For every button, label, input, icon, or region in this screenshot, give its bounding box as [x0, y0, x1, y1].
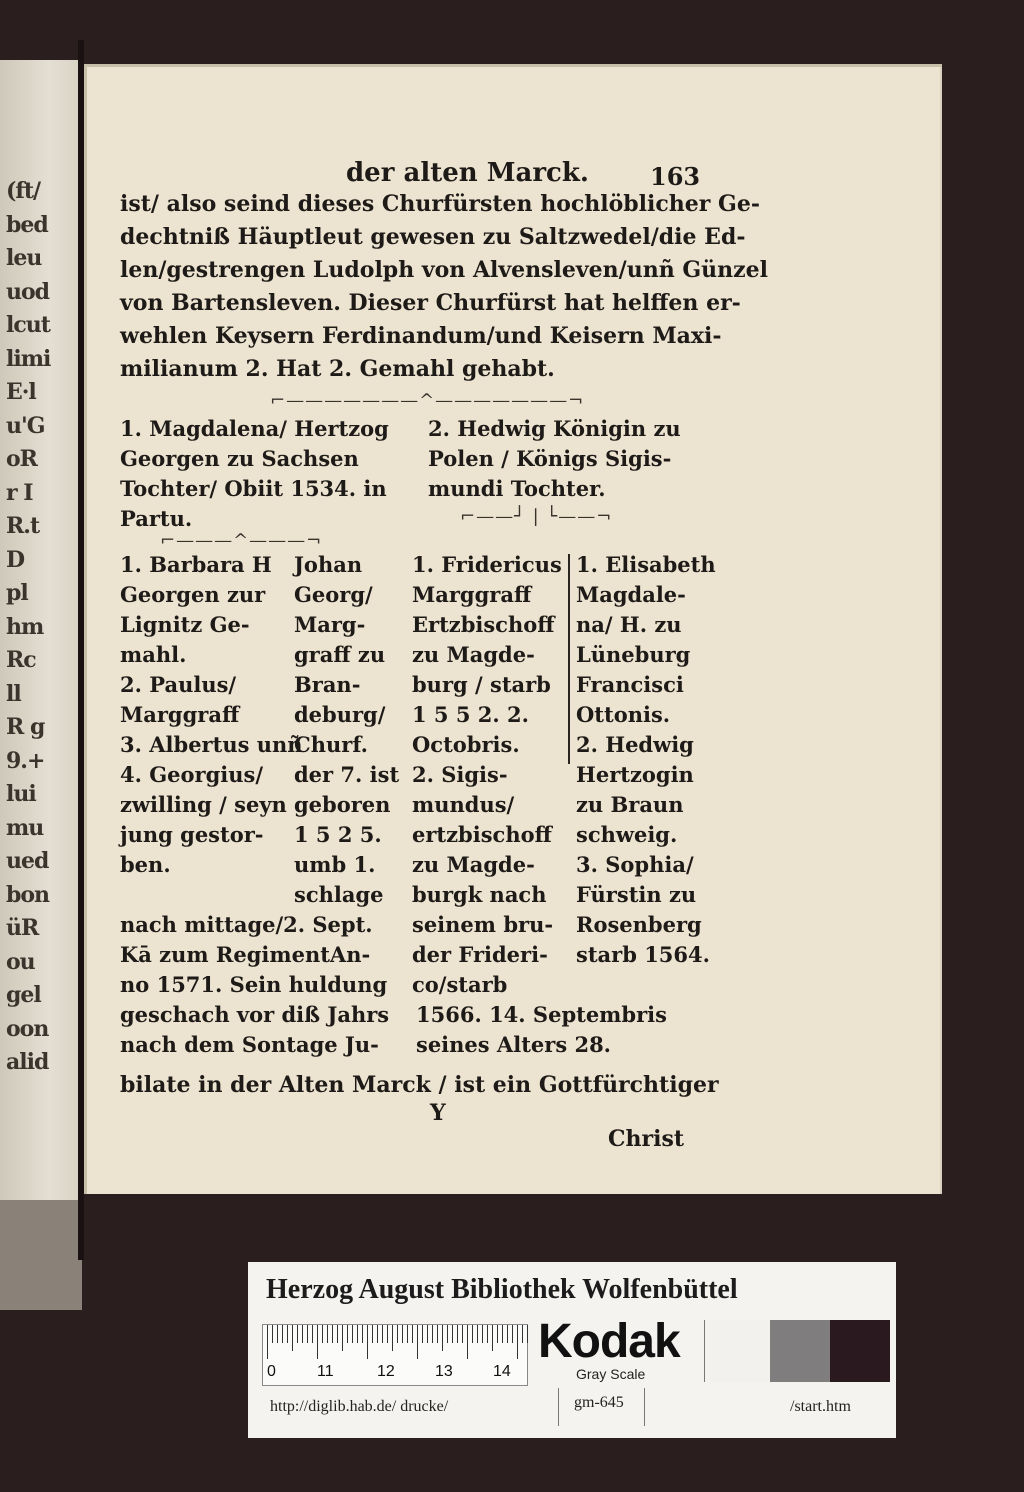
- child-line: Lignitz Ge-: [120, 612, 250, 637]
- ruler-tick: [387, 1325, 388, 1343]
- ruler-number: 11: [317, 1363, 334, 1380]
- child-line: Lüneburg: [576, 642, 691, 667]
- child-line: Georg/: [294, 582, 373, 607]
- previous-page-fragment: E·l: [6, 379, 36, 405]
- ruler-tick: [307, 1325, 308, 1343]
- child-line: ertzbischoff: [412, 822, 552, 847]
- ruler-tick: [427, 1325, 428, 1343]
- child-line: Octobris.: [412, 732, 520, 757]
- previous-page-fragment: R.t: [6, 513, 40, 539]
- ruler-tick: [327, 1325, 328, 1343]
- child-line: schweig.: [576, 822, 678, 847]
- paragraph-line: wehlen Keysern Ferdinandum/und Keisern Maxi-: [120, 323, 722, 349]
- child-line: Marggraff: [120, 702, 240, 727]
- book-page: [84, 64, 942, 1194]
- child-line: Fürstin zu: [576, 882, 697, 907]
- child-line: 4. Georgius/: [120, 762, 264, 787]
- paragraph-line: von Bartensleven. Dieser Churfürst hat helffen er-: [120, 290, 741, 316]
- child-line: jung gestor-: [120, 822, 264, 847]
- black-swatch: [830, 1320, 890, 1382]
- ruler-tick: [337, 1325, 338, 1343]
- ruler-tick: [397, 1325, 398, 1343]
- ruler-tick: [282, 1325, 283, 1343]
- url-suffix: /start.htm: [790, 1398, 851, 1415]
- paragraph-line: dechtniß Häuptleut gewesen zu Saltzwedel/die Ed-: [120, 224, 746, 250]
- wife-2-entry: [428, 414, 708, 504]
- previous-page-fragment: gel: [6, 982, 41, 1008]
- ruler-tick: [407, 1325, 408, 1343]
- child-line: 2. Paulus/: [120, 672, 237, 697]
- ruler-tick: [442, 1325, 443, 1351]
- child-line: der Frideri-: [412, 942, 548, 967]
- ruler-tick: [322, 1325, 323, 1343]
- ruler-tick: [392, 1325, 393, 1351]
- ruler-tick: [517, 1325, 518, 1359]
- child-line: Francisci: [576, 672, 684, 697]
- previous-page-fragment: D: [6, 546, 25, 573]
- gray-swatch: [770, 1320, 830, 1382]
- previous-page-fragment: Rc: [6, 647, 36, 673]
- ruler-tick: [457, 1325, 458, 1343]
- previous-page-fragment: hm: [6, 613, 44, 640]
- children-1-continuation: [120, 910, 410, 1060]
- shelfmark: gm-645: [574, 1394, 624, 1411]
- child-line: 1 5 2 5.: [294, 822, 382, 847]
- previous-page-fragment: R g: [6, 714, 45, 740]
- previous-page-fragment: ll: [6, 680, 21, 707]
- page-number: 163: [650, 162, 701, 191]
- ruler-tick: [292, 1325, 293, 1351]
- children-2-right: [576, 550, 726, 970]
- child-line: co/starb: [412, 972, 508, 997]
- children-brace-1: ⌐———^———¬: [160, 530, 323, 551]
- child-line: Ottonis.: [576, 702, 671, 727]
- previous-page-fragment: pl: [6, 580, 28, 606]
- ruler-tick: [452, 1325, 453, 1343]
- child-line: 2. Sigis-: [412, 762, 508, 787]
- child-line: Churf.: [294, 732, 368, 757]
- main-paragraph: [120, 188, 768, 386]
- ruler-tick: [267, 1325, 268, 1359]
- child-line: Johan: [294, 552, 363, 577]
- child-line: Hertzogin: [576, 762, 694, 787]
- previous-page-fragment: u'G: [6, 412, 45, 439]
- wife-1-entry: [120, 414, 400, 534]
- divider-line: [568, 554, 570, 764]
- color-target-card: [248, 1262, 896, 1438]
- gray-scale-label: Gray Scale: [576, 1366, 646, 1382]
- ruler-tick: [507, 1325, 508, 1343]
- ruler-number: 0: [267, 1363, 276, 1380]
- ruler-tick: [277, 1325, 278, 1343]
- child-line: mahl.: [120, 642, 187, 667]
- wife-1-line: 1. Magdalena/ Hertzog: [120, 416, 389, 441]
- paragraph-line: milianum 2. Hat 2. Gemahl gehabt.: [120, 356, 555, 382]
- final-line: [120, 1070, 770, 1100]
- child-line: graff zu: [294, 642, 386, 667]
- swatch-divider: [704, 1320, 705, 1382]
- ruler-tick: [482, 1325, 483, 1343]
- child-line: ben.: [120, 852, 171, 877]
- children-brace-2: ⌐——┘ | └——¬: [460, 506, 613, 527]
- child-line: burgk nach: [412, 882, 547, 907]
- ruler-tick: [317, 1325, 318, 1359]
- url-divider: [644, 1388, 645, 1426]
- previous-page-fragment: bed: [6, 211, 48, 238]
- children-1-middle: [294, 550, 404, 910]
- previous-page-fragment: bon: [6, 881, 50, 908]
- previous-page-fragment: oR: [6, 446, 37, 472]
- previous-page-fragment: lui: [6, 781, 36, 807]
- ruler-tick: [372, 1325, 373, 1343]
- catchword: Christ: [608, 1126, 685, 1152]
- previous-page-edge: [0, 60, 82, 1200]
- child-line: geschach vor diß Jahrs: [120, 1002, 390, 1027]
- child-line: Georgen zur: [120, 582, 266, 607]
- ruler-number: 13: [435, 1363, 453, 1380]
- wife-1-line: Tochter/ Obiit 1534. in: [120, 476, 387, 501]
- child-line: 1. Fridericus: [412, 552, 562, 577]
- ruler-tick: [402, 1325, 403, 1343]
- child-line: schlage: [294, 882, 384, 907]
- ruler-tick: [447, 1325, 448, 1343]
- ruler-number: 14: [493, 1363, 511, 1380]
- ruler-tick: [377, 1325, 378, 1343]
- ruler-tick: [467, 1325, 468, 1359]
- ruler-tick: [352, 1325, 353, 1343]
- child-line: Bran-: [294, 672, 361, 697]
- ruler-tick: [492, 1325, 493, 1351]
- paragraph-line: ist/ also seind dieses Churfürsten hochlöblicher Ge-: [120, 191, 760, 217]
- children-1-left: [120, 550, 303, 880]
- previous-page-fragment: leu: [6, 245, 42, 271]
- previous-page-fragment: uod: [6, 278, 50, 305]
- child-line: nach mittage/2. Sept.: [120, 912, 373, 937]
- previous-page-fragment: oon: [6, 1015, 49, 1042]
- ruler-tick: [367, 1325, 368, 1359]
- child-line: mundus/: [412, 792, 515, 817]
- ruler-tick: [287, 1325, 288, 1343]
- child-line: geboren: [294, 792, 391, 817]
- ruler-tick: [527, 1325, 528, 1343]
- child-line: starb 1564.: [576, 942, 710, 967]
- ruler-tick: [487, 1325, 488, 1343]
- child-line: seinem bru-: [412, 912, 554, 937]
- child-line: no 1571. Sein huldung: [120, 972, 388, 997]
- ruler-tick: [497, 1325, 498, 1343]
- ruler-tick: [512, 1325, 513, 1343]
- ruler-number: 12: [377, 1363, 395, 1380]
- ruler-tick: [437, 1325, 438, 1343]
- url-divider: [558, 1388, 559, 1426]
- ruler-tick: [432, 1325, 433, 1343]
- final-text: bilate in der Alten Marck / ist ein Gottfürchtiger: [120, 1072, 719, 1098]
- child-line: 3. Albertus unñ: [120, 732, 303, 757]
- ruler-tick: [382, 1325, 383, 1343]
- previous-page-fragment: (ft/: [6, 178, 41, 204]
- wife-2-line: mundi Tochter.: [428, 476, 606, 501]
- wife-2-line: 2. Hedwig Königin zu: [428, 416, 681, 441]
- child-line: nach dem Sontage Ju-: [120, 1032, 379, 1057]
- child-line: 3. Sophia/: [576, 852, 694, 877]
- child-line: zu Braun: [576, 792, 684, 817]
- previous-page-fragment: mu: [6, 814, 44, 841]
- ruler-tick: [472, 1325, 473, 1343]
- source-url: http://diglib.hab.de/ drucke/: [270, 1398, 449, 1415]
- child-line: Marggraff: [412, 582, 532, 607]
- white-swatch: [710, 1320, 770, 1382]
- signature-mark: Y: [430, 1100, 446, 1126]
- child-line: 2. Hedwig: [576, 732, 694, 757]
- previous-page-fragment: alid: [6, 1049, 49, 1075]
- ruler-tick: [417, 1325, 418, 1359]
- ruler-tick: [362, 1325, 363, 1343]
- previous-page-fragment: lcut: [6, 312, 50, 338]
- children-2-left: [412, 550, 562, 1000]
- ruler-tick: [477, 1325, 478, 1343]
- wife-1-line: Georgen zu Sachsen: [120, 446, 359, 471]
- ruler-tick: [312, 1325, 313, 1343]
- previous-page-bottom: [0, 1200, 82, 1310]
- ruler-tick: [357, 1325, 358, 1343]
- previous-page-fragment: limi: [6, 345, 51, 372]
- previous-page-fragment: üR: [6, 915, 39, 941]
- child-line: Kā zum RegimentAn-: [120, 942, 371, 967]
- child-line: 1. Barbara H: [120, 552, 272, 577]
- paragraph-line: len/gestrengen Ludolph von Alvensleven/unñ Günzel: [120, 257, 768, 283]
- previous-page-fragment: 9.+: [6, 747, 45, 774]
- child-line: deburg/: [294, 702, 386, 727]
- genealogy-brace: ⌐———————^———————¬: [270, 390, 585, 411]
- wife-1-line: Partu.: [120, 506, 193, 531]
- death-line: 1566. 14. Septembris: [416, 1002, 667, 1027]
- kodak-logo: Kodak: [538, 1315, 680, 1368]
- previous-page-fragment: ued: [6, 848, 49, 874]
- child-line: zu Magde-: [412, 642, 535, 667]
- ruler-tick: [297, 1325, 298, 1343]
- library-title: Herzog August Bibliothek Wolfenbüttel: [266, 1274, 738, 1305]
- child-line: burg / starb: [412, 672, 551, 697]
- running-head: der alten Marck.: [346, 158, 589, 188]
- child-line: 1 5 5 2. 2.: [412, 702, 529, 727]
- ruler-tick: [522, 1325, 523, 1343]
- child-line: na/ H. zu: [576, 612, 682, 637]
- child-line: Rosenberg: [576, 912, 702, 937]
- previous-page-fragment: r I: [6, 479, 33, 506]
- ruler-tick: [342, 1325, 343, 1351]
- ruler-tick: [422, 1325, 423, 1343]
- child-line: zwilling / seyn: [120, 792, 287, 817]
- scale-ruler: [262, 1324, 528, 1386]
- previous-page-fragment: ou: [6, 948, 35, 975]
- child-line: Marg-: [294, 612, 366, 637]
- death-note: [416, 1000, 716, 1060]
- age-line: seines Alters 28.: [416, 1032, 611, 1057]
- ruler-tick: [347, 1325, 348, 1343]
- child-line: zu Magde-: [412, 852, 535, 877]
- ruler-tick: [502, 1325, 503, 1343]
- ruler-tick: [412, 1325, 413, 1343]
- child-line: Ertzbischoff: [412, 612, 555, 637]
- ruler-tick: [462, 1325, 463, 1343]
- ruler-tick: [302, 1325, 303, 1343]
- ruler-tick: [272, 1325, 273, 1343]
- child-line: 1. Elisabeth: [576, 552, 716, 577]
- child-line: umb 1.: [294, 852, 376, 877]
- wife-2-line: Polen / Königs Sigis-: [428, 446, 672, 471]
- child-line: der 7. ist: [294, 762, 400, 787]
- child-line: Magdale-: [576, 582, 686, 607]
- ruler-tick: [332, 1325, 333, 1343]
